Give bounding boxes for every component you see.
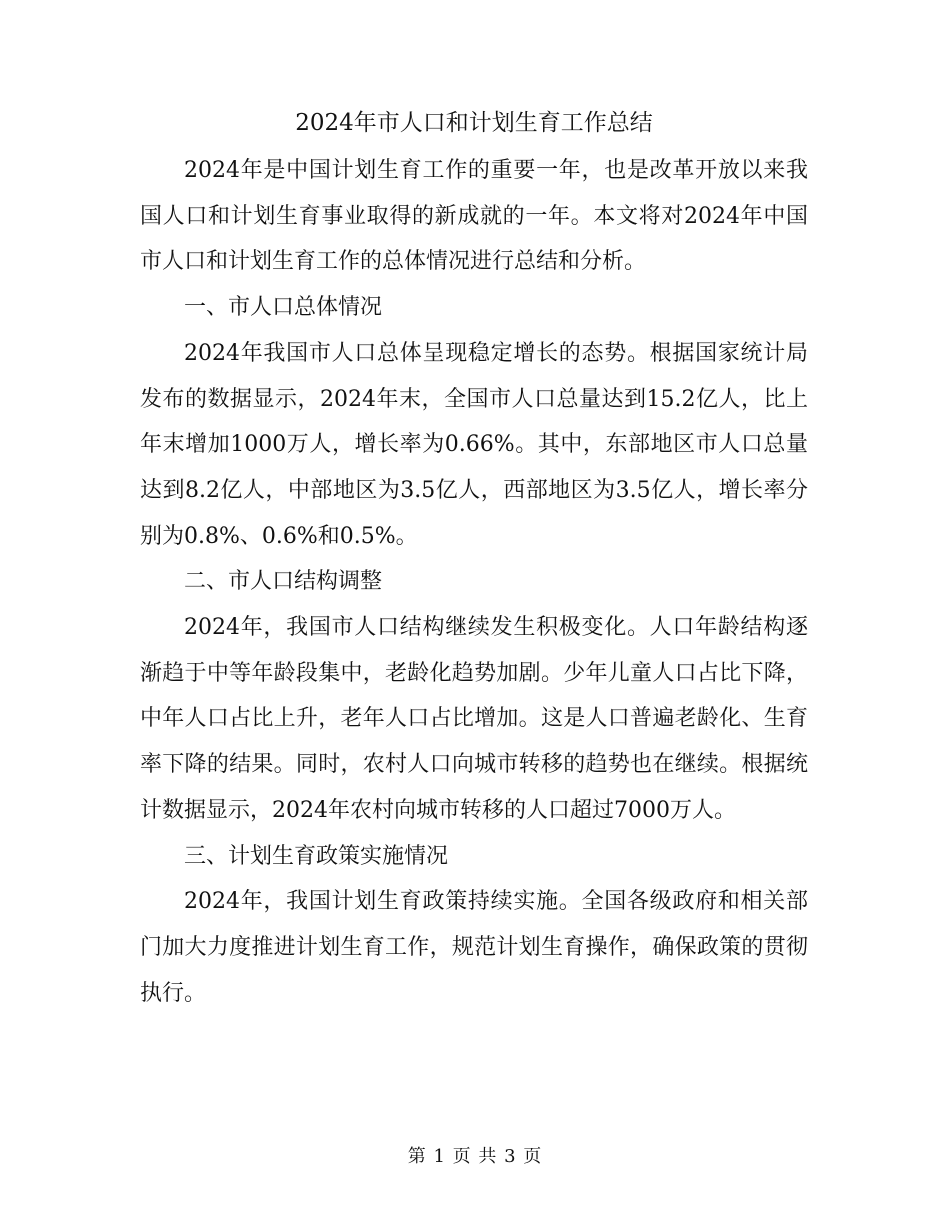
- population-structure-paragraph: 2024年，我国市人口结构继续发生积极变化。人口年龄结构逐渐趋于中等年龄段集中，老龄化趋势加剧。少年儿童人口占比下降，中年人口占比上升，老年人口占比增加。这是人口普遍老龄化、生育率下降的结果。同时，农村人口向城市转移的趋势也在继续。根据统计数据显示，2024年农村向城市转移的人口超过7000万人。: [140, 615, 808, 823]
- intro-paragraph: 2024年是中国计划生育工作的重要一年，也是改革开放以来我国人口和计划生育事业取得的新成就的一年。本文将对2024年中国市人口和计划生育工作的总体情况进行总结和分析。: [140, 158, 808, 275]
- page-number-footer: 第 1 页 共 3 页: [407, 1146, 543, 1167]
- document-title: 2024年市人口和计划生育工作总结: [295, 110, 653, 136]
- section-heading-population-structure: 二、市人口结构调整: [184, 569, 383, 595]
- section-heading-population-overview: 一、市人口总体情况: [184, 295, 383, 321]
- document-body: [140, 98, 808, 1016]
- population-overview-paragraph: 2024年我国市人口总体呈现稳定增长的态势。根据国家统计局发布的数据显示，2024年末，全国市人口总量达到15.2亿人，比上年末增加1000万人，增长率为0.66%。其中，东部地区市人口总量达到8.2亿人，中部地区为3.5亿人，西部地区为3.5亿人，增长率分别为0.8%、0.6%和0.5%。: [140, 340, 808, 549]
- section-heading-policy-implementation: 三、计划生育政策实施情况: [184, 843, 449, 869]
- policy-implementation-paragraph: 2024年，我国计划生育政策持续实施。全国各级政府和相关部门加大力度推进计划生育工作，规范计划生育操作，确保政策的贯彻执行。: [140, 889, 808, 1006]
